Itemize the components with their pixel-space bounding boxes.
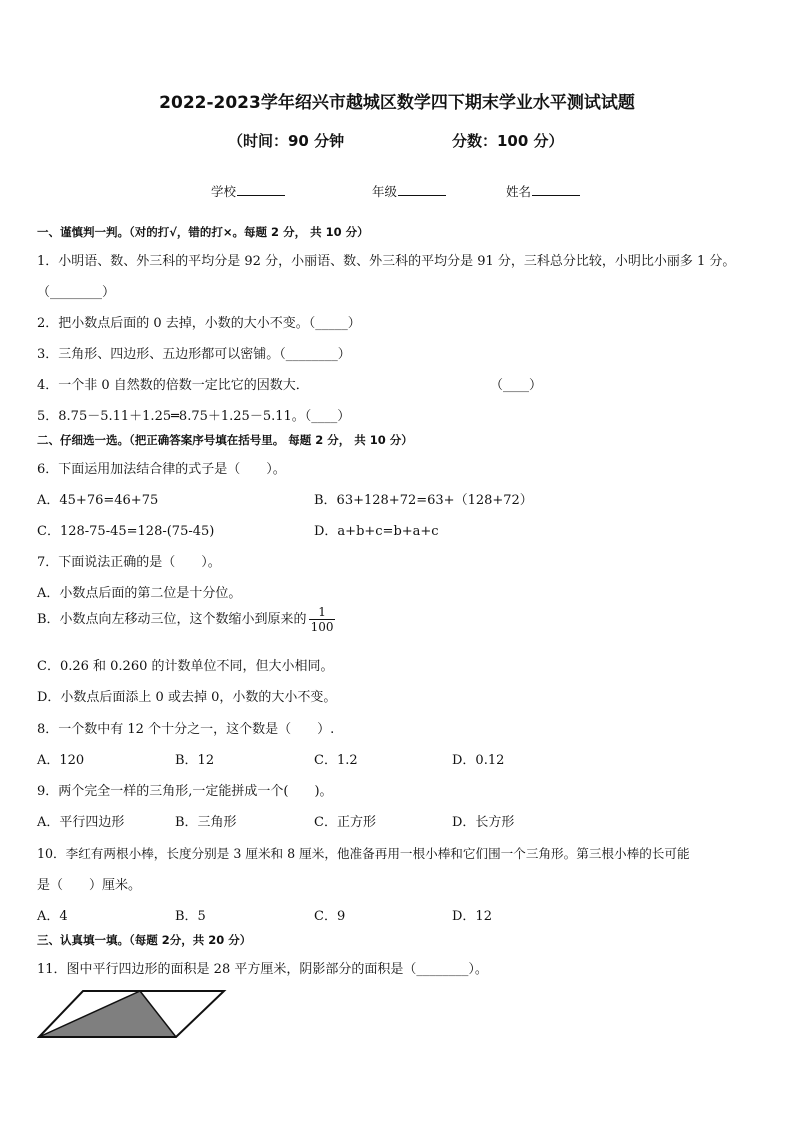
question-4: 4．一个非 0 自然数的倍数一定比它的因数大． [37, 378, 309, 393]
question-9-option-c[interactable]: C．正方形 [314, 815, 376, 830]
question-7: 7．下面说法正确的是（ ）。 [37, 555, 221, 570]
name-blank[interactable] [532, 183, 580, 196]
question-1-blank[interactable]: （________） [37, 285, 116, 300]
shaded-triangle [39, 991, 176, 1037]
question-8-option-d[interactable]: D．0.12 [452, 753, 505, 768]
section-heading-judge: 一、谨慎判一判。（对的打√，错的打×。每题 2 分， 共 10 分） [37, 225, 369, 239]
question-3: 3．三角形、四边形、五边形都可以密铺。（________） [37, 347, 351, 362]
question-7-option-b[interactable] [37, 605, 335, 634]
question-6-option-a[interactable]: A．45+76=46+75 [37, 493, 159, 508]
question-5: 5．8.75－5.11＋1.25═8.75＋1.25－5.11。（____） [37, 409, 351, 424]
question-7-option-d[interactable]: D．小数点后面添上 0 或去掉 0，小数的大小不变。 [37, 690, 337, 705]
total-score: 分数：100 分） [452, 132, 564, 150]
question-10-option-a[interactable]: A．4 [37, 909, 68, 924]
question-6: 6．下面运用加法结合律的式子是（ ）。 [37, 462, 286, 477]
grade-blank[interactable] [398, 183, 446, 196]
question-10-option-c[interactable]: C．9 [314, 909, 346, 924]
question-9-option-a[interactable]: A．平行四边形 [37, 815, 125, 830]
question-7-option-c[interactable]: C．0.26 和 0.260 的计数单位不同，但大小相同。 [37, 659, 334, 674]
question-10-continued: 是（ ）厘米。 [37, 878, 142, 893]
question-7-option-a[interactable]: A．小数点后面的第二位是十分位。 [37, 586, 242, 601]
question-6-option-d[interactable]: D．a+b+c=b+a+c [314, 524, 439, 539]
fraction-numerator: 1 [318, 605, 326, 619]
question-8-option-b[interactable]: B．12 [175, 753, 215, 768]
question-9-option-d[interactable]: D．长方形 [452, 815, 515, 830]
time-limit: （时间：90 分钟 [228, 132, 345, 150]
question-8: 8．一个数中有 12 个十分之一，这个数是（ ）. [37, 722, 335, 737]
section-heading-choose: 二、仔细选一选。（把正确答案序号填在括号里。 每题 2 分， 共 10 分） [37, 433, 413, 447]
question-9: 9．两个完全一样的三角形,一定能拼成一个( )。 [37, 784, 333, 799]
parallelogram-figure [37, 988, 227, 1040]
school-blank[interactable] [237, 183, 285, 196]
question-10: 10．李红有两根小棒，长度分别是 3 厘米和 8 厘米，他准备再用一根小棒和它们围一个三角形。第三根小棒的长可能 [37, 846, 690, 861]
exam-title: 2022-2023学年绍兴市越城区数学四下期末学业水平测试试题 [159, 93, 635, 113]
name-field [506, 182, 580, 200]
grade-field [372, 182, 446, 200]
question-6-option-c[interactable]: C．128-75-45=128-(75-45) [37, 524, 215, 539]
section-heading-fill: 三、认真填一填。（每题 2分，共 20 分） [37, 933, 252, 947]
fraction-denominator: 100 [310, 620, 334, 634]
question-7-option-b-text: B．小数点向左移动三位，这个数缩小到原来的 [37, 612, 307, 627]
question-11: 11．图中平行四边形的面积是 28 平方厘米，阴影部分的面积是（________）。 [37, 962, 488, 977]
question-9-option-b[interactable]: B．三角形 [175, 815, 237, 830]
name-label: 姓名 [506, 184, 532, 199]
question-4-blank[interactable]: （____） [490, 378, 543, 393]
question-2: 2．把小数点后面的 0 去掉，小数的大小不变。（_____） [37, 316, 361, 331]
school-label: 学校 [211, 184, 237, 199]
question-10-option-b[interactable]: B．5 [175, 909, 206, 924]
question-8-option-a[interactable]: A．120 [37, 753, 85, 768]
question-8-option-c[interactable]: C．1.2 [314, 753, 358, 768]
fraction-one-hundredth [309, 605, 336, 634]
question-1: 1．小明语、数、外三科的平均分是 92 分，小丽语、数、外三科的平均分是 91 分，三科总分比较，小明比小丽多 1 分。 [37, 254, 736, 269]
school-field [211, 182, 285, 200]
question-10-option-d[interactable]: D．12 [452, 909, 492, 924]
grade-label: 年级 [372, 184, 398, 199]
question-6-option-b[interactable]: B．63+128+72=63+（128+72） [314, 493, 533, 508]
